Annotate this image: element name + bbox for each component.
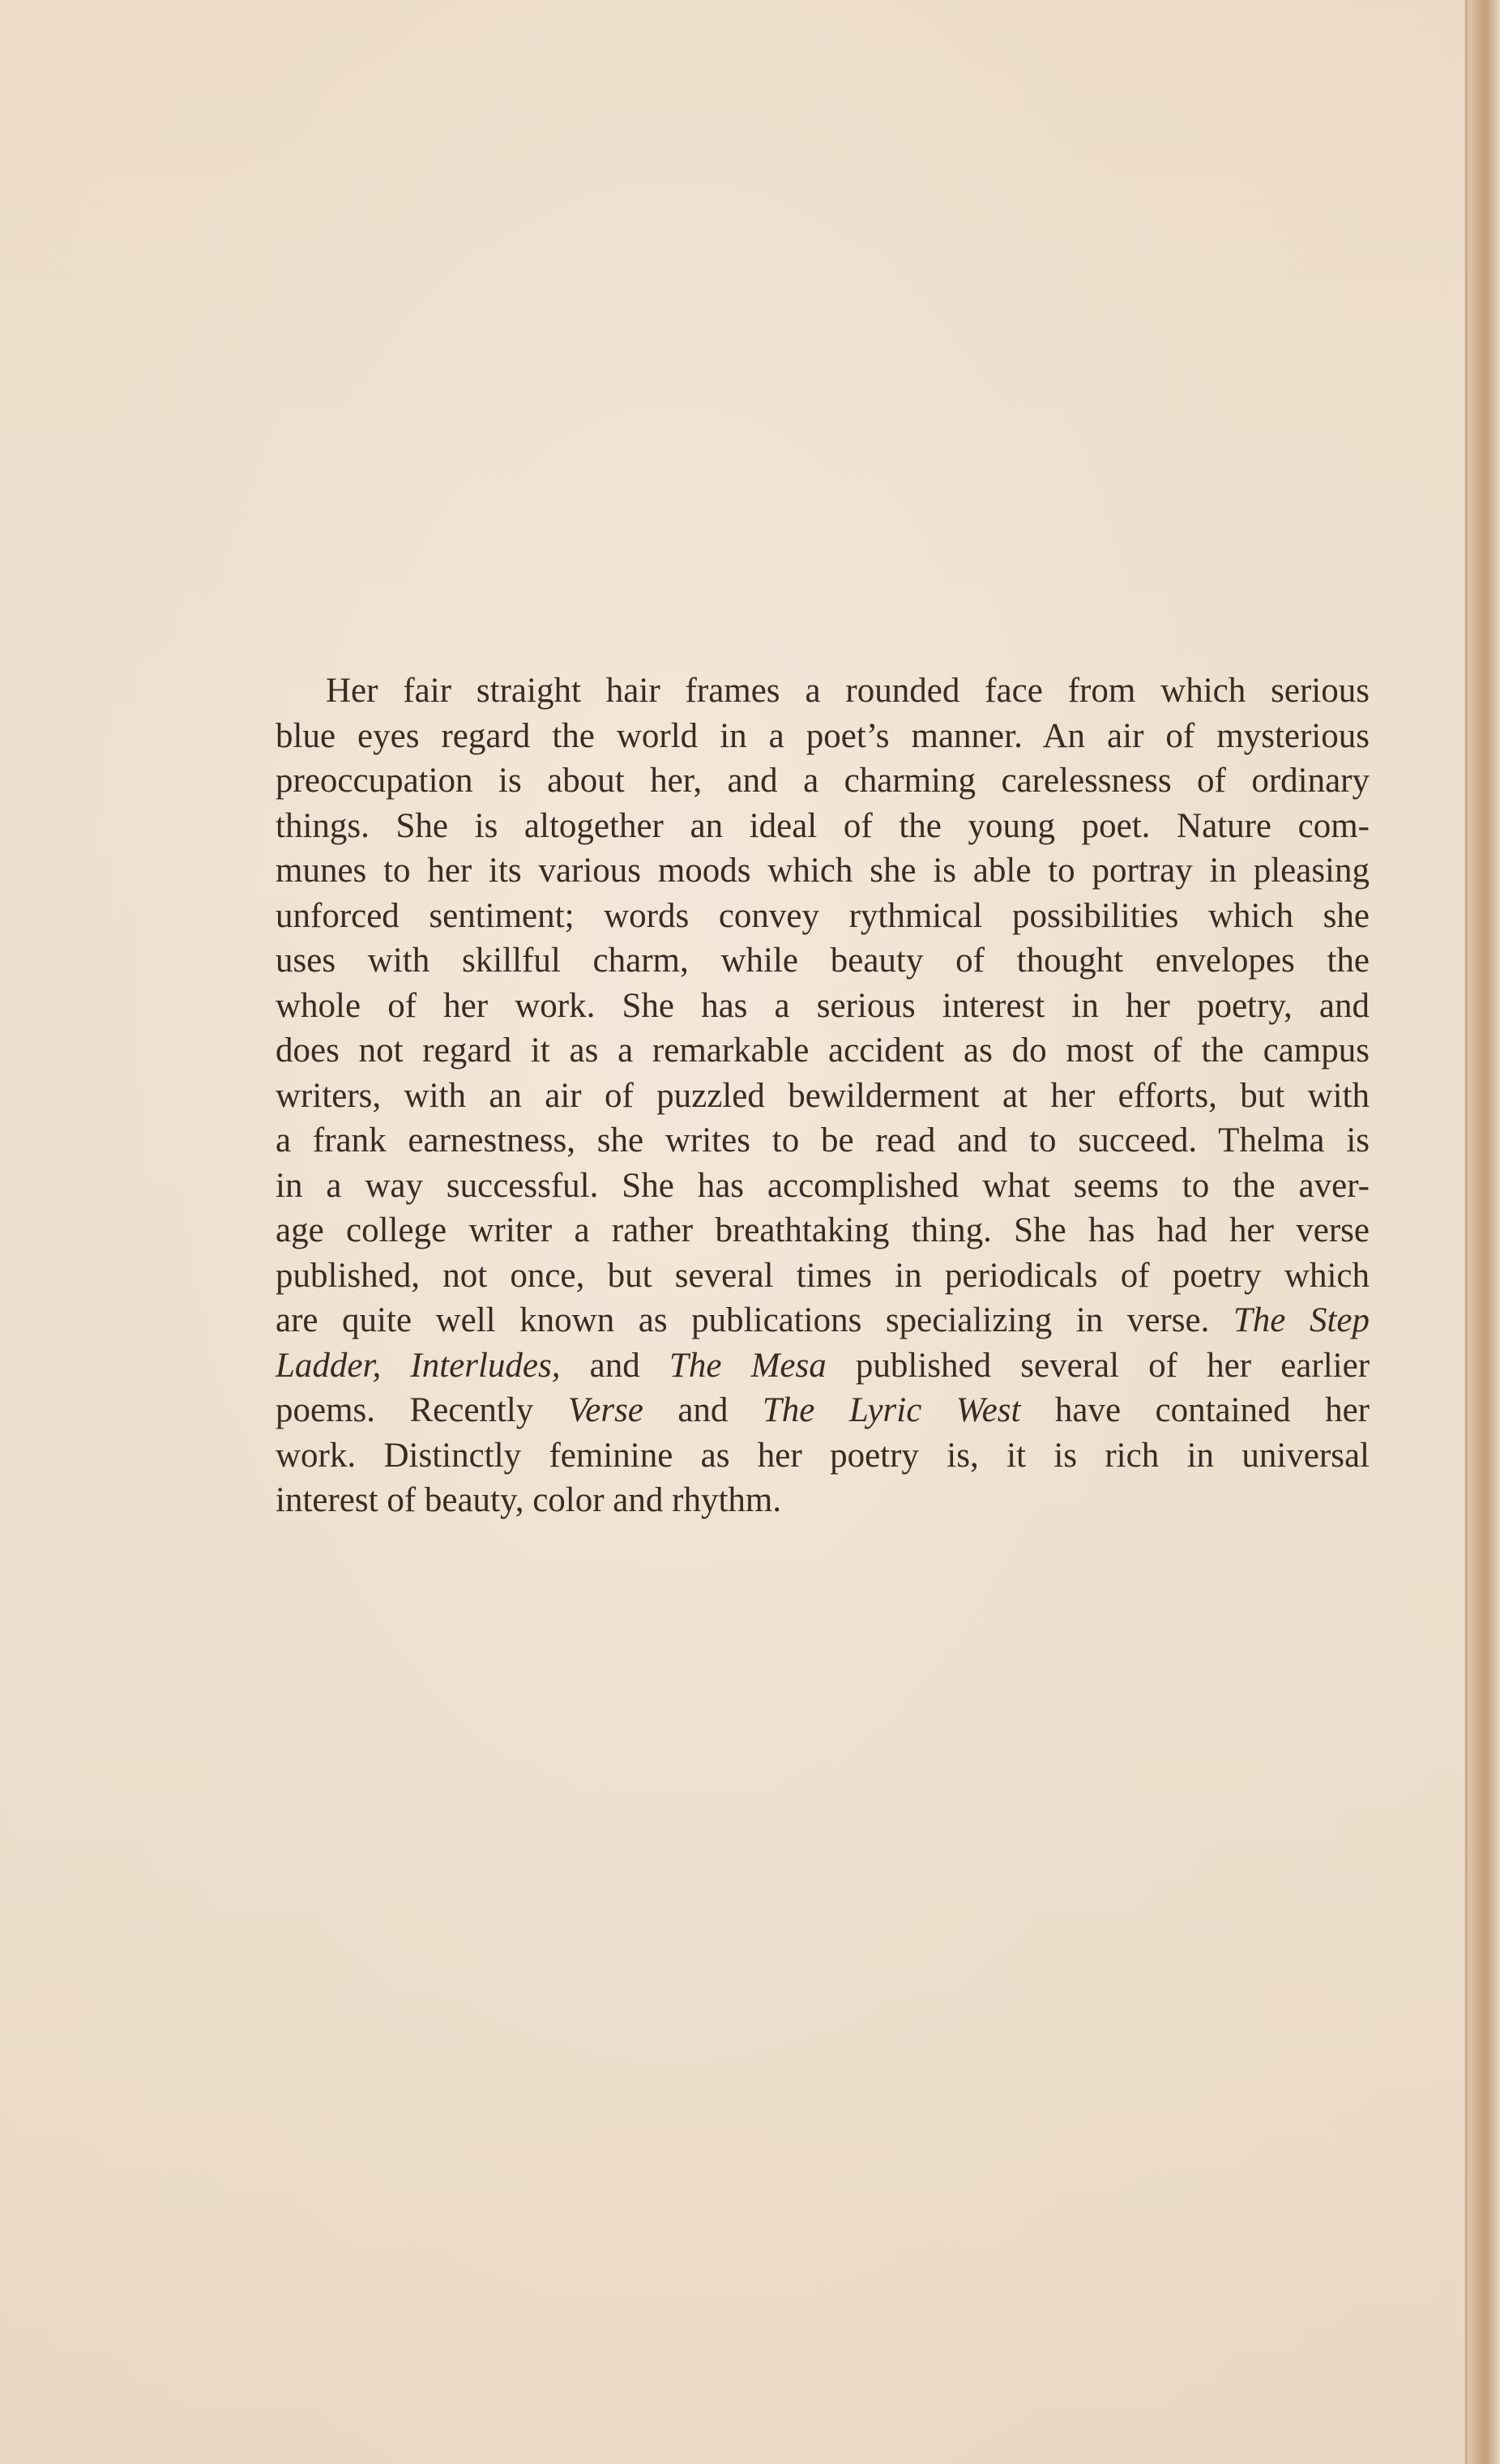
text-line: published, not once, but several times in periodicals of poetry which xyxy=(276,1256,1370,1295)
text-line: a frank earnestness, she writes to be read and to succeed. Thelma is xyxy=(276,1121,1370,1159)
italic-title: The Step xyxy=(1233,1301,1370,1339)
text-line: uses with skillful charm, while beauty of thought envelopes the xyxy=(276,942,1370,980)
text-line: in a way successful. She has accomplished what seems to the aver- xyxy=(276,1166,1370,1205)
text-line: Her fair straight hair frames a rounded face from which serious xyxy=(326,672,1370,710)
text-segment: have contained her xyxy=(1020,1391,1370,1429)
italic-title: Verse xyxy=(567,1391,643,1429)
italic-title: The Mesa xyxy=(669,1346,827,1385)
text-segment: published several of her earlier xyxy=(826,1346,1370,1385)
body-paragraph xyxy=(276,668,1370,1523)
text-line: work. Distinctly feminine as her poetry is, it is rich in universal xyxy=(276,1436,1370,1475)
text-line: does not regard it as a remarkable accident as do most of the campus xyxy=(276,1031,1370,1070)
text-line: whole of her work. She has a serious interest in her poetry, and xyxy=(276,986,1370,1025)
text-line: age college writer a rather breathtaking thing. She has had her verse xyxy=(276,1211,1370,1249)
text-line: writers, with an air of puzzled bewilderment at her efforts, but with xyxy=(276,1076,1370,1115)
text-segment: and xyxy=(560,1346,669,1385)
text-line: munes to her its various moods which she is able to portray in pleasing xyxy=(276,852,1370,890)
text-line: preoccupation is about her, and a charming carelessness of ordinary xyxy=(276,762,1370,800)
text-line: interest of beauty, color and rhythm. xyxy=(276,1481,782,1519)
text-line: things. She is altogether an ideal of the young poet. Nature com- xyxy=(276,806,1370,845)
page-edge-shadow xyxy=(1465,0,1468,2464)
text-line: unforced sentiment; words convey rythmical possibilities which she xyxy=(276,896,1370,935)
text-line xyxy=(276,1343,1370,1389)
text-line: blue eyes regard the world in a poet’s manner. An air of mysterious xyxy=(276,716,1370,755)
italic-title: Ladder, Interludes, xyxy=(276,1346,561,1385)
text-segment: and xyxy=(643,1391,763,1429)
page-edge xyxy=(1464,0,1500,2464)
text-line xyxy=(276,1298,1370,1343)
italic-title: The Lyric West xyxy=(762,1391,1021,1429)
text-segment: are quite well known as publications specializing in verse. xyxy=(276,1301,1210,1339)
text-line xyxy=(276,1388,1370,1433)
text-segment: poems. Recently xyxy=(276,1391,568,1429)
